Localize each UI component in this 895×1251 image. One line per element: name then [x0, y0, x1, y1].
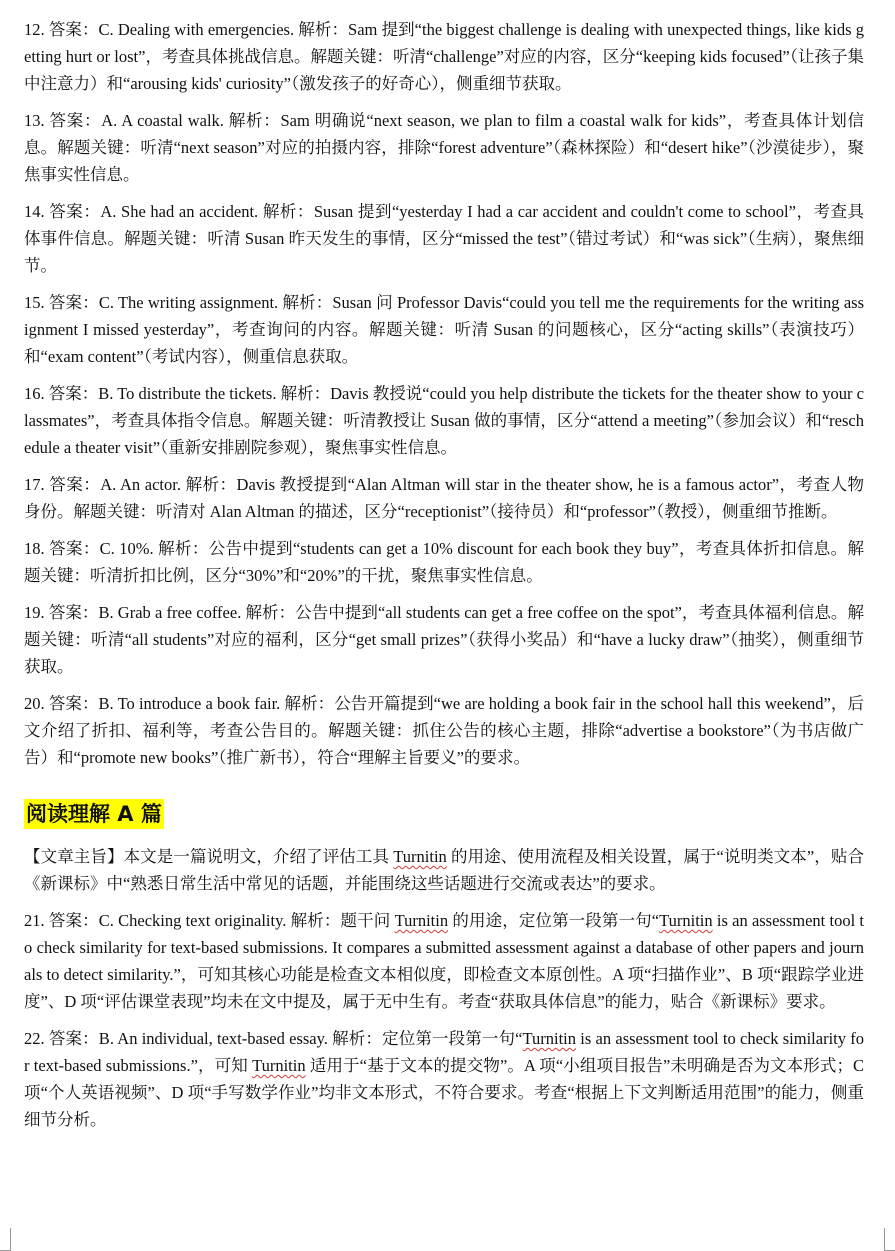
spellcheck-term[interactable]: Turnitin: [659, 911, 713, 930]
answer-text: is an assessment tool to check similarity for text-based submissions. It compares a submitted assessment against a database of other papers and journals to detect similarity.”，可知其核心功能是检查文本相似度，即检查文本原创性。A 项“扫描作业”、B 项“跟踪学业进度”、D 项“评估课堂表现”均未在文中提及，属于无中生有。考查“获取具体信息”的能力，贴合《新课标》要求。: [24, 911, 865, 1011]
answer-text: 答案：C. The writing assignment. 解析：Susan 问 Professor Davis“could you tell me the requirements for the writing assignment I missed yesterday”，考查询问的内容。解题关键：听清 Susan 的问题核心，区分“acting skills”（表演技巧）和“exam content”（考试内容），侧重信息获取。: [24, 293, 864, 366]
answer-18: [24, 535, 864, 589]
answer-number: 17.: [24, 475, 45, 494]
spellcheck-term[interactable]: Turnitin: [252, 1056, 306, 1075]
document-page: [24, 16, 864, 1143]
spellcheck-term[interactable]: Turnitin: [522, 1029, 577, 1048]
article-summary: [24, 843, 864, 897]
answer-19: [24, 599, 864, 680]
answer-text: 的用途，定位第一段第一句“: [448, 911, 660, 930]
answer-12: [24, 16, 864, 97]
answer-text: 21. 答案：C. Checking text originality. 解析：题干问: [24, 911, 395, 930]
page-corner-mark: [0, 1228, 11, 1251]
answer-text: 适用于“基于文本的提交物”。A 项“小组项目报告”未明确是否为文本形式；C 项“个人英语视频”、D 项“手写数学作业”均非文本形式，不符合要求。考查“根据上下文判断适用范围”的能力，侧重细节分析。: [24, 1056, 865, 1129]
answer-text: 答案：A. A coastal walk. 解析：Sam 明确说“next season, we plan to film a coastal walk for kids”，考查具体计划信息。解题关键：听清“next season”对应的拍摄内容，排除“forest adventure”（森林探险）和“desert hike”（沙漠徒步），聚焦事实性信息。: [24, 111, 865, 184]
answer-text: 答案：B. Grab a free coffee. 解析：公告中提到“all students can get a free coffee on the spot”，考查具体福利信息。解题关键：听清“all students”对应的福利，区分“get small prizes”（获得小奖品）和“have a lucky draw”（抽奖），侧重细节获取。: [24, 603, 864, 676]
answer-text: 答案：C. Dealing with emergencies. 解析：Sam 提到“the biggest challenge is dealing with unexpected things, like kids getting hurt or lost”，考查具体挑战信息。解题关键：听清“challenge”对应的内容，区分“keeping kids focused”（让孩子集中注意力）和“arousing kids' curiosity”（激发孩子的好奇心），侧重细节获取。: [24, 20, 864, 93]
answer-15: [24, 289, 864, 370]
answer-text: is an assessment tool to check similarity for text-based submissions.”，可知: [24, 1029, 864, 1075]
answer-number: 12.: [24, 20, 45, 39]
answer-number: 15.: [24, 293, 45, 312]
answer-text: 答案：C. 10%. 解析：公告中提到“students can get a 10% discount for each book they buy”，考查具体折扣信息。解题关键：听清折扣比例，区分“30%”和“20%”的干扰，聚焦事实性信息。: [24, 539, 865, 585]
answer-13: [24, 107, 864, 188]
summary-text: 的用途、使用流程及相关设置，属于“说明类文本”，贴合《新课标》中“熟悉日常生活中常见的话题，并能围绕这些话题进行交流或表达”的要求。: [24, 847, 864, 893]
answer-number: 20.: [24, 694, 45, 713]
answer-number: 19.: [24, 603, 45, 622]
answer-text: 答案：B. To introduce a book fair. 解析：公告开篇提到“we are holding a book fair in the school hall this weekend”，后文介绍了折扣、福利等，考查公告目的。解题关键：抓住公告的核心主题，排除“advertise a bookstore”（为书店做广告）和“promote new books”（推广新书），符合“理解主旨要义”的要求。: [24, 694, 864, 767]
spellcheck-term[interactable]: Turnitin: [393, 847, 447, 866]
spellcheck-term[interactable]: Turnitin: [394, 911, 449, 930]
answer-22: [24, 1025, 864, 1133]
answer-20: [24, 690, 864, 771]
answer-17: [24, 471, 864, 525]
answer-text: 22. 答案：B. An individual, text-based essay. 解析：定位第一段第一句“: [24, 1029, 523, 1048]
answer-number: 13.: [24, 111, 45, 130]
summary-text: 【文章主旨】本文是一篇说明文，介绍了评估工具: [24, 847, 394, 866]
answer-number: 16.: [24, 384, 45, 403]
answer-text: 答案：B. To distribute the tickets. 解析：Davis 教授说“could you help distribute the tickets for the theater show to your classmates”，考查具体指令信息。解题关键：听清教授让 Susan 做的事情，区分“attend a meeting”（参加会议）和“reschedule a theater visit”（重新安排剧院参观），聚焦事实性信息。: [24, 384, 865, 457]
answer-16: [24, 380, 864, 461]
answer-text: 答案：A. She had an accident. 解析：Susan 提到“yesterday I had a car accident and couldn't come to school”，考查具体事件信息。解题关键：听清 Susan 昨天发生的事情，区分“missed the test”（错过考试）和“was sick”（生病），聚焦细节。: [24, 202, 865, 275]
section-heading: 阅读理解 A 篇: [24, 799, 164, 829]
answer-text: 答案：A. An actor. 解析：Davis 教授提到“Alan Altman will star in the theater show, he is a famous actor”，考查人物身份。解题关键：听清对 Alan Altman 的描述，区分“receptionist”（接待员）和“professor”（教授），侧重细节推断。: [24, 475, 865, 521]
answer-number: 18.: [24, 539, 45, 558]
answer-21: [24, 907, 864, 1015]
answer-14: [24, 198, 864, 279]
answer-number: 14.: [24, 202, 45, 221]
page-corner-mark: [884, 1228, 895, 1251]
